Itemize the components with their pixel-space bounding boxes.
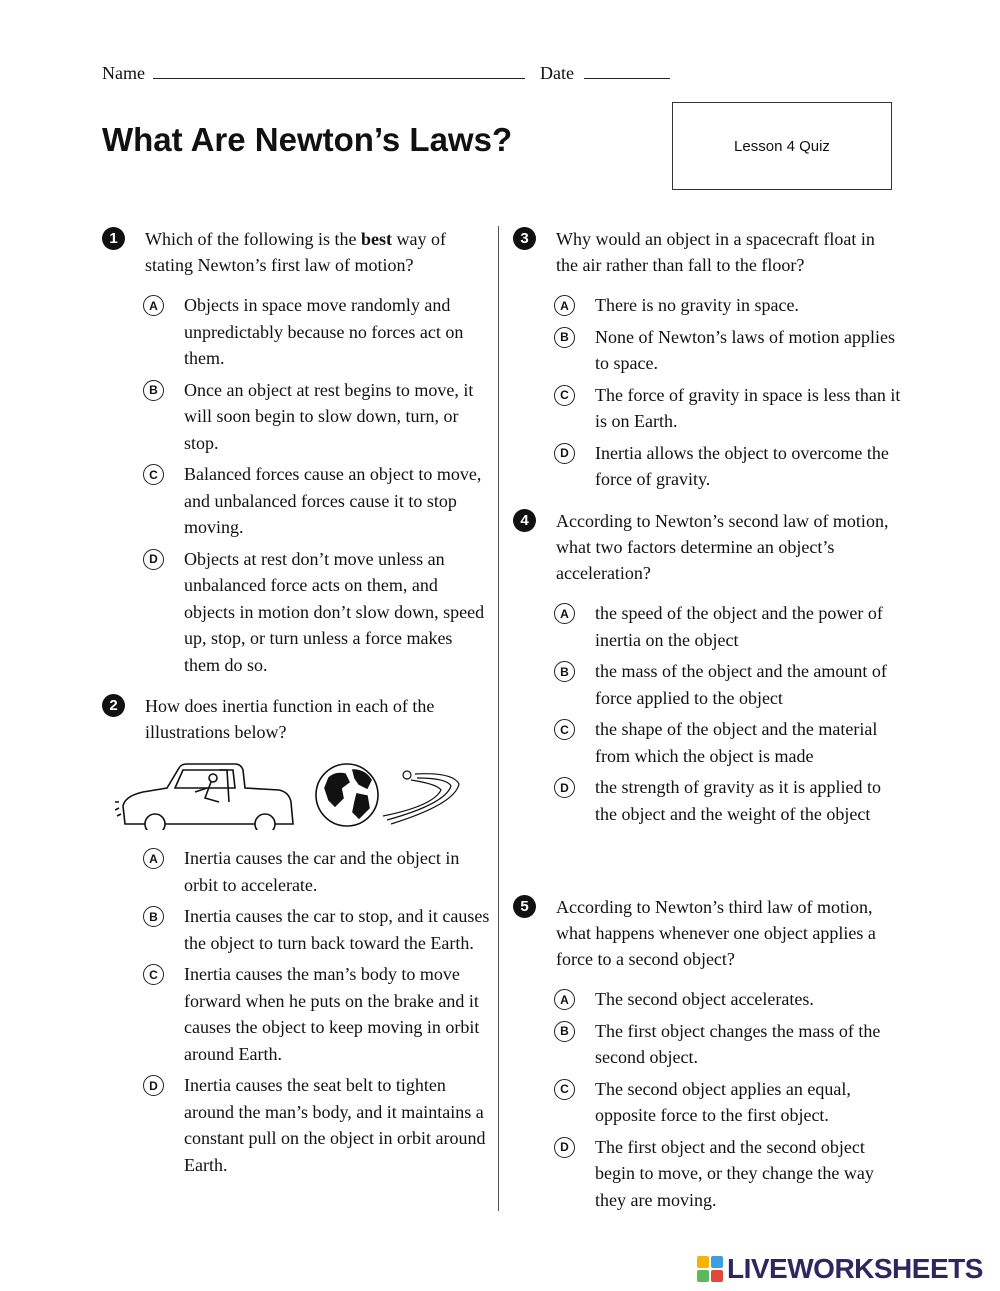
- question-5-text: According to Newton’s third law of motion, what happens whenever one object applies a force to a second object?: [556, 897, 876, 969]
- option-text: the shape of the object and the material from which the object is made: [595, 719, 878, 766]
- question-5-options: [556, 986, 901, 1213]
- option-letter-a[interactable]: A: [554, 295, 575, 316]
- answer-option[interactable]: [554, 1076, 901, 1129]
- option-letter-b[interactable]: B: [143, 906, 164, 927]
- option-letter-d[interactable]: D: [143, 549, 164, 570]
- question-4-text: According to Newton’s second law of motion, what two factors determine an object’s acceleration?: [556, 511, 889, 583]
- question-number-3: 3: [513, 227, 536, 250]
- inertia-illustration: [115, 758, 465, 830]
- question-2-options: [145, 845, 490, 1178]
- option-letter-c[interactable]: C: [554, 1079, 575, 1100]
- question-1-options: [145, 292, 490, 678]
- option-text: Inertia causes the seat belt to tighten around the man’s body, and it maintains a constant pull on the object in orbit around Earth.: [184, 1075, 486, 1175]
- question-1-emphasis: best: [360, 229, 392, 249]
- liveworksheets-logo: [697, 1253, 983, 1285]
- answer-option[interactable]: [554, 986, 901, 1013]
- option-letter-b[interactable]: B: [554, 327, 575, 348]
- option-text: The first object changes the mass of the second object.: [595, 1020, 881, 1067]
- option-letter-b[interactable]: B: [554, 1021, 575, 1042]
- option-letter-b[interactable]: B: [554, 661, 575, 682]
- option-text: Objects in space move randomly and unpredictably because no forces act on them.: [184, 295, 464, 368]
- question-3: [520, 226, 901, 498]
- question-1: [109, 226, 490, 683]
- option-text: the mass of the object and the amount of force applied to the object: [595, 661, 887, 708]
- option-text: Inertia causes the car and the object in orbit to accelerate.: [184, 848, 460, 895]
- option-text: Inertia allows the object to overcome the force of gravity.: [595, 442, 889, 489]
- answer-option[interactable]: [554, 716, 901, 769]
- answer-option[interactable]: [554, 1134, 901, 1214]
- question-1-text-part: way of stating Newton’s first law of motion?: [145, 229, 446, 275]
- option-text: Inertia causes the man’s body to move forward when he puts on the brake and it causes the object to keep moving in orbit around Earth.: [184, 964, 480, 1064]
- option-letter-d[interactable]: D: [143, 1075, 164, 1096]
- answer-option[interactable]: [554, 1018, 901, 1071]
- answer-option[interactable]: [554, 600, 901, 653]
- question-5: [520, 894, 901, 1218]
- answer-option[interactable]: [143, 292, 490, 372]
- earth-illustration: [316, 764, 378, 826]
- question-4-options: [556, 600, 901, 827]
- answer-option[interactable]: [554, 292, 901, 319]
- answer-option[interactable]: [143, 461, 490, 541]
- question-number-2: 2: [102, 694, 125, 717]
- option-letter-c[interactable]: C: [554, 719, 575, 740]
- answer-option[interactable]: [143, 377, 490, 457]
- lesson-quiz-box: [672, 102, 892, 190]
- question-1-text: [145, 226, 490, 278]
- date-field[interactable]: [584, 62, 670, 79]
- column-divider: [498, 226, 499, 1211]
- name-label: Name: [102, 63, 145, 83]
- option-letter-c[interactable]: C: [143, 464, 164, 485]
- option-letter-a[interactable]: A: [143, 295, 164, 316]
- page-title: What Are Newton’s Laws?: [102, 121, 513, 158]
- liveworksheets-logo-icon: [697, 1256, 723, 1282]
- option-text: There is no gravity in space.: [595, 295, 799, 315]
- name-date-line: [102, 62, 670, 84]
- name-field[interactable]: [153, 62, 525, 79]
- question-number-1: 1: [102, 227, 125, 250]
- date-label: Date: [539, 63, 574, 83]
- option-text: the strength of gravity as it is applied to the object and the weight of the object: [595, 777, 881, 824]
- orbiting-object-illustration: [383, 771, 459, 824]
- question-4: [520, 508, 901, 832]
- answer-option[interactable]: [554, 440, 901, 493]
- option-letter-d[interactable]: D: [554, 443, 575, 464]
- answer-option[interactable]: [554, 774, 901, 827]
- question-number-5: 5: [513, 895, 536, 918]
- question-3-text: Why would an object in a spacecraft float in the air rather than fall to the floor?: [556, 229, 875, 275]
- question-2-text: How does inertia function in each of the illustrations below?: [145, 696, 435, 742]
- option-text: Once an object at rest begins to move, it will soon begin to slow down, turn, or stop.: [184, 379, 474, 453]
- option-letter-c[interactable]: C: [554, 385, 575, 406]
- answer-option[interactable]: [143, 961, 490, 1067]
- answer-option[interactable]: [554, 382, 901, 435]
- car-illustration: [115, 764, 293, 830]
- answer-option[interactable]: [143, 1072, 490, 1178]
- option-text: The force of gravity in space is less than it is on Earth.: [595, 384, 901, 431]
- option-text: Objects at rest don’t move unless an unbalanced force acts on them, and objects in motion don’t slow down, speed up, stop, or turn unless a force makes them do so.: [184, 548, 485, 675]
- option-letter-a[interactable]: A: [554, 989, 575, 1010]
- option-letter-b[interactable]: B: [143, 380, 164, 401]
- option-letter-d[interactable]: D: [554, 777, 575, 798]
- answer-option[interactable]: [143, 845, 490, 898]
- option-text: The second object accelerates.: [595, 989, 814, 1009]
- option-text: Balanced forces cause an object to move, and unbalanced forces cause it to stop moving.: [184, 464, 482, 537]
- option-text: Inertia causes the car to stop, and it causes the object to turn back toward the Earth.: [184, 906, 490, 953]
- option-letter-a[interactable]: A: [143, 848, 164, 869]
- option-text: The first object and the second object begin to move, or they change the way they are moving.: [595, 1136, 874, 1210]
- answer-option[interactable]: [554, 324, 901, 377]
- answer-option[interactable]: [554, 658, 901, 711]
- option-letter-d[interactable]: D: [554, 1137, 575, 1158]
- option-text: None of Newton’s laws of motion applies to space.: [595, 326, 895, 373]
- option-text: The second object applies an equal, opposite force to the first object.: [595, 1078, 851, 1125]
- lesson-quiz-label: Lesson 4 Quiz: [734, 137, 830, 155]
- option-letter-c[interactable]: C: [143, 964, 164, 985]
- option-letter-a[interactable]: A: [554, 603, 575, 624]
- question-number-4: 4: [513, 509, 536, 532]
- question-1-text-part: Which of the following is the: [145, 229, 361, 249]
- option-text: the speed of the object and the power of inertia on the object: [595, 603, 883, 650]
- question-3-options: [556, 292, 901, 493]
- answer-option[interactable]: [143, 903, 490, 956]
- answer-option[interactable]: [143, 546, 490, 679]
- liveworksheets-logo-text: LIVEWORKSHEETS: [727, 1253, 983, 1284]
